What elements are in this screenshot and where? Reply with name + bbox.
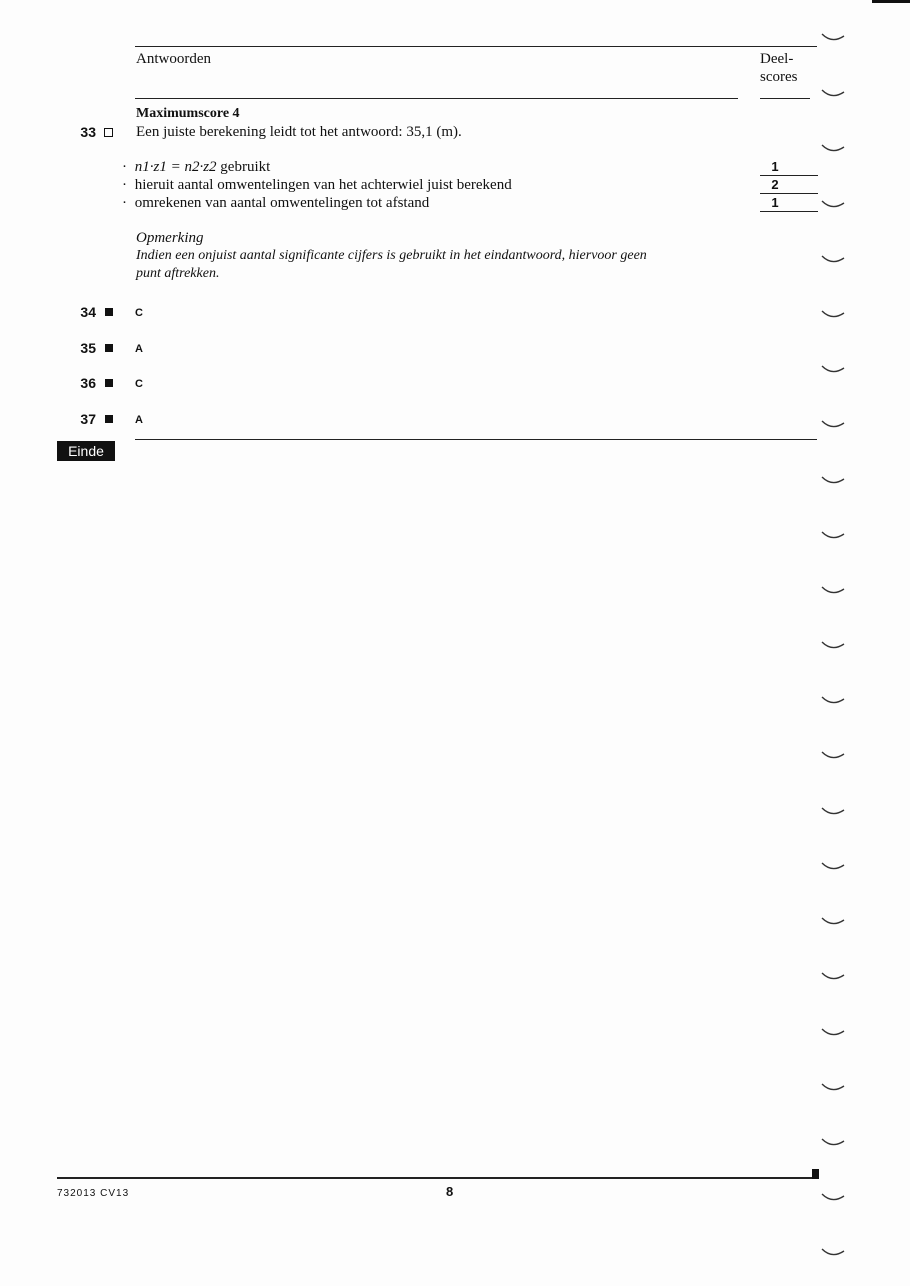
binding-mark-icons	[822, 34, 844, 1255]
criterion-3-text: omrekenen van aantal omwentelingen tot afstand	[134, 195, 430, 211]
question-number-33: 33	[80, 124, 96, 140]
page-number: 8	[446, 1184, 454, 1199]
criterion-1-score: 1	[771, 159, 779, 174]
binding-mark-icon	[822, 1249, 844, 1255]
criterion-3-score: 1	[771, 195, 779, 210]
criterion-2-score: 2	[771, 177, 779, 192]
binding-mark-icon	[822, 1139, 844, 1145]
max-score-title: Maximumscore 4	[136, 106, 240, 121]
corner-mark-icon	[872, 0, 910, 3]
binding-mark-icon	[822, 421, 844, 427]
binding-mark-icon	[822, 90, 844, 96]
binding-mark-icon	[822, 642, 844, 648]
binding-mark-icon	[822, 918, 844, 924]
remark-line-2: punt aftrekken.	[136, 266, 220, 281]
binding-mark-icon	[822, 311, 844, 317]
answer-36: C	[135, 378, 143, 390]
question-number-34: 34	[80, 304, 96, 320]
bullet-icon: ·	[122, 195, 127, 211]
answer-37: A	[135, 414, 143, 426]
question-number-37: 37	[80, 411, 96, 427]
binding-mark-icon	[822, 863, 844, 869]
bullet-icon: ·	[122, 177, 127, 193]
answer-line: Een juiste berekening leidt tot het antwoord: 35,1 (m).	[136, 124, 462, 140]
binding-mark-icon	[822, 973, 844, 979]
criterion-1-text: gebruikt	[220, 159, 271, 175]
binding-mark-icon	[822, 34, 844, 40]
remark-title: Opmerking	[136, 230, 204, 246]
binding-mark-icon	[822, 697, 844, 703]
binding-mark-icon	[822, 1084, 844, 1090]
binding-mark-icon	[822, 256, 844, 262]
answer-35: A	[135, 343, 143, 355]
remark-line-1: Indien een onjuist aantal significante cijfers is gebruikt in het eindantwoord, hiervoor geen	[136, 248, 647, 263]
criterion-2-text: hieruit aantal omwentelingen van het achterwiel juist berekend	[134, 177, 512, 193]
formula: n1·z1 = n2·z2	[134, 159, 217, 175]
column-header-scores-2: scores	[760, 69, 798, 85]
binding-mark-icon	[822, 587, 844, 593]
column-header-scores-1: Deel-	[760, 51, 794, 67]
binding-mark-icon	[822, 752, 844, 758]
binding-mark-icon	[822, 532, 844, 538]
binding-mark-icon	[822, 1029, 844, 1035]
question-number-35: 35	[80, 340, 96, 356]
binding-mark-icon	[822, 145, 844, 151]
question-number-36: 36	[80, 375, 96, 391]
binding-mark-icon	[822, 477, 844, 483]
bullet-icon: ·	[122, 159, 127, 175]
end-label: Einde	[57, 441, 115, 461]
binding-mark-icon	[822, 201, 844, 207]
binding-mark-icon	[822, 1194, 844, 1200]
binding-mark-icon	[822, 808, 844, 814]
answer-34: C	[135, 307, 143, 319]
footer-code: 732013 CV13	[57, 1188, 130, 1199]
column-header-answers: Antwoorden	[136, 51, 211, 67]
binding-mark-icon	[822, 366, 844, 372]
